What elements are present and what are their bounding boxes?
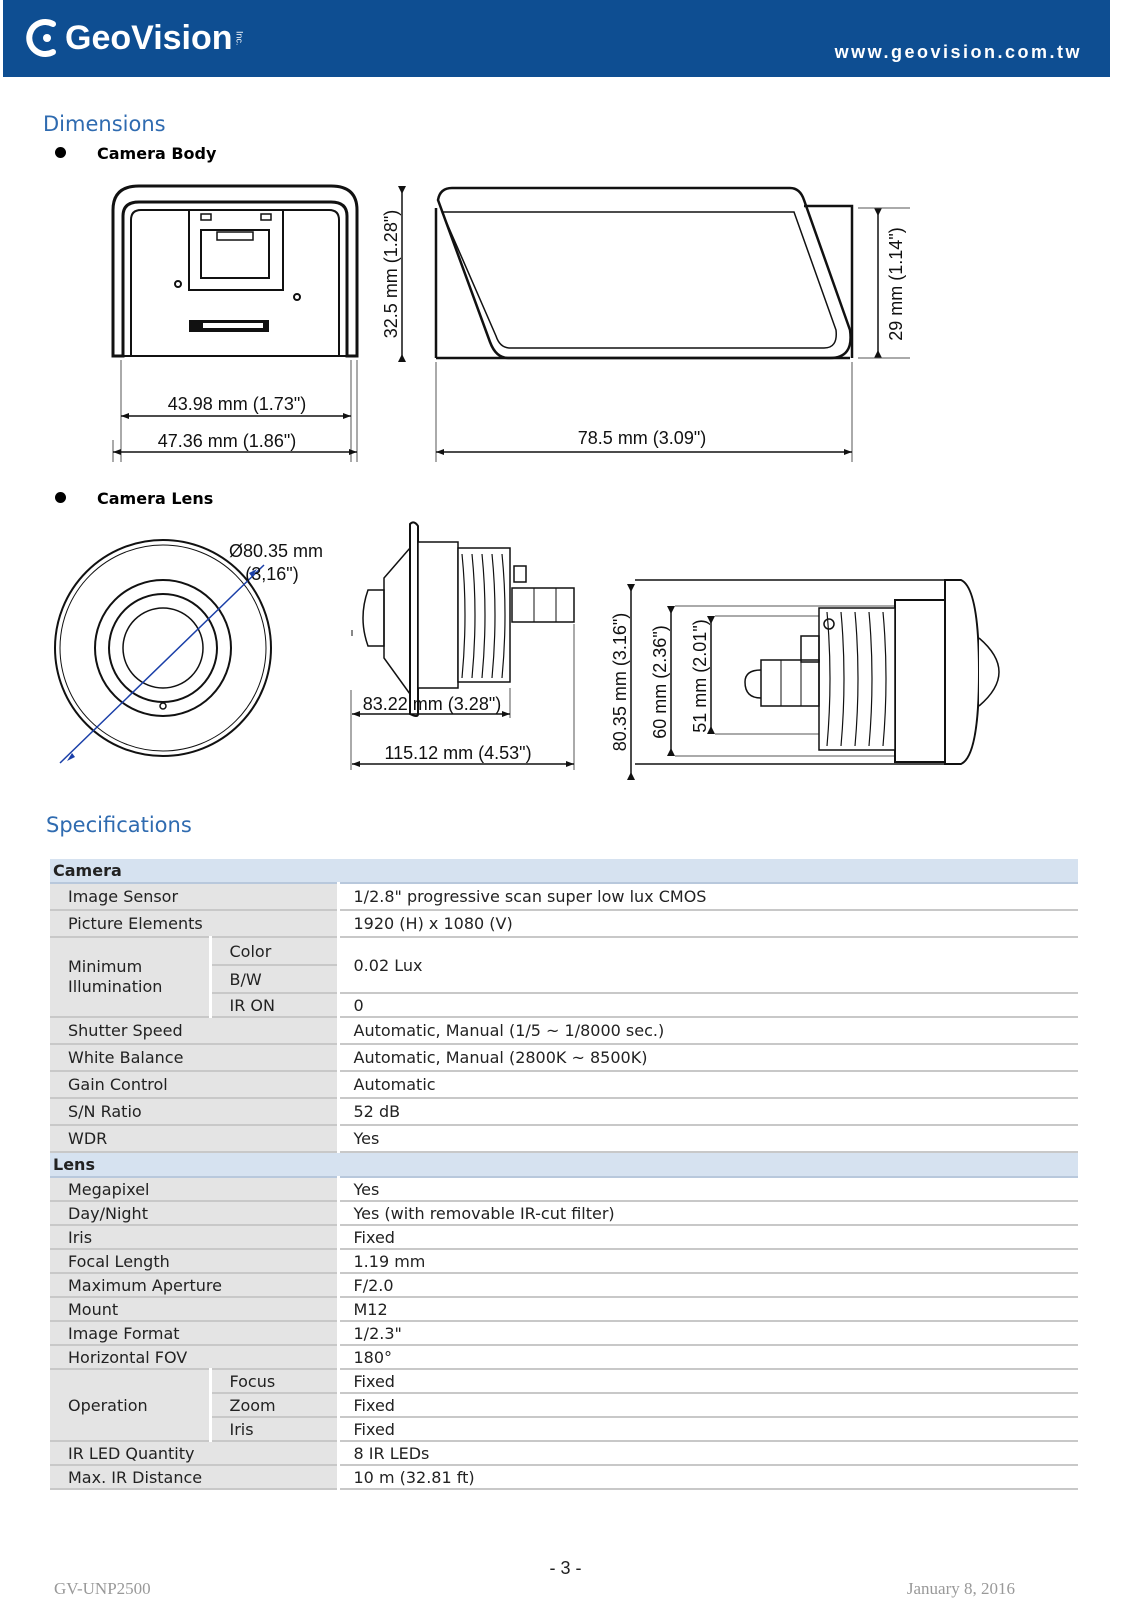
lens-height-1-label: 80.35 mm (3.16") — [610, 612, 630, 752]
spec-value: Automatic, Manual (1/5 ~ 1/8000 sec.) — [338, 1017, 1078, 1044]
camera-category-header: Camera — [50, 859, 1078, 883]
spec-value: Automatic, Manual (2800K ~ 8500K) — [338, 1044, 1078, 1071]
table-row — [50, 1321, 1078, 1345]
spec-sublabel: Color — [210, 937, 338, 965]
brand-inc: Inc. — [234, 30, 245, 46]
spec-label: Picture Elements — [50, 910, 338, 937]
table-row — [50, 1249, 1078, 1273]
table-row — [50, 1201, 1078, 1225]
spec-label: Image Format — [50, 1321, 338, 1345]
spec-value: 52 dB — [338, 1098, 1078, 1125]
lens-category-header: Lens — [50, 1152, 1078, 1177]
spec-label: Megapixel — [50, 1177, 338, 1201]
spec-label: Focal Length — [50, 1249, 338, 1273]
spec-label: IR LED Quantity — [50, 1441, 338, 1465]
spec-value: 1920 (H) x 1080 (V) — [338, 910, 1078, 937]
table-row — [50, 1345, 1078, 1369]
spec-label: Image Sensor — [50, 883, 338, 910]
table-row — [50, 1017, 1078, 1044]
camera-lens-label: Camera Lens — [97, 489, 214, 508]
table-row — [50, 1044, 1078, 1071]
camera-lens-front-drawing — [50, 525, 340, 787]
spec-value: F/2.0 — [338, 1273, 1078, 1297]
spec-label: Maximum Aperture — [50, 1273, 338, 1297]
bullet-dot — [55, 492, 66, 503]
camera-lens-top-drawing — [605, 578, 1025, 788]
spec-label: White Balance — [50, 1044, 338, 1071]
page-header — [3, 0, 1110, 77]
body-length-label: 78.5 mm (3.09") — [577, 428, 707, 448]
camera-body-label: Camera Body — [97, 144, 217, 163]
spec-label: Horizontal FOV — [50, 1345, 338, 1369]
spec-label: Mount — [50, 1297, 338, 1321]
lens-length-long-label: 115.12 mm (4.53") — [384, 743, 532, 763]
body-inner-width-label: 43.98 mm (1.73") — [167, 394, 307, 414]
brand-name: GeoVision — [65, 18, 233, 57]
document-date: January 8, 2016 — [906, 1579, 1015, 1598]
spec-sublabel: Iris — [210, 1417, 338, 1441]
dimensions-title: Dimensions — [43, 112, 166, 136]
spec-value: 1/2.8" progressive scan super low lux CMOS — [338, 883, 1078, 910]
spec-label: Illumination — [68, 977, 163, 996]
spec-label: S/N Ratio — [50, 1098, 338, 1125]
table-row — [50, 1465, 1078, 1489]
table-row — [50, 1225, 1078, 1249]
spec-label: Iris — [50, 1225, 338, 1249]
bullet-dot — [55, 147, 66, 158]
table-row — [50, 1071, 1078, 1098]
spec-value: Yes (with removable IR-cut filter) — [338, 1201, 1078, 1225]
table-row — [50, 1441, 1078, 1465]
table-row — [50, 1098, 1078, 1125]
spec-value: Yes — [338, 1125, 1078, 1152]
geovision-logo — [23, 12, 245, 64]
spec-value: 8 IR LEDs — [338, 1441, 1078, 1465]
spec-value: Fixed — [338, 1225, 1078, 1249]
table-row — [50, 1369, 1078, 1393]
table-row — [50, 883, 1078, 910]
spec-value: 10 m (32.81 ft) — [338, 1465, 1078, 1489]
spec-label: Operation — [50, 1369, 210, 1441]
spec-value: Fixed — [338, 1417, 1078, 1441]
lens-height-2-label: 60 mm (2.36") — [650, 625, 670, 739]
body-outer-width-label: 47.36 mm (1.86") — [157, 431, 297, 451]
model-number: GV-UNP2500 — [54, 1579, 151, 1598]
camera-lens-side-drawing — [350, 518, 585, 788]
spec-value: 0.02 Lux — [338, 937, 1078, 993]
table-row — [50, 1177, 1078, 1201]
spec-sublabel: Focus — [210, 1369, 338, 1393]
table-row — [50, 1273, 1078, 1297]
table-row — [50, 910, 1078, 937]
spec-value: Yes — [338, 1177, 1078, 1201]
page-number: - 3 - — [549, 1558, 582, 1578]
spec-label: Max. IR Distance — [50, 1465, 338, 1489]
lens-length-short-label: 83.22 mm (3.28") — [362, 694, 502, 714]
spec-label: Day/Night — [50, 1201, 338, 1225]
body-height-left-label: 32.5 mm (1.28") — [381, 209, 401, 339]
specifications-title: Specifications — [46, 813, 192, 837]
spec-value: 1/2.3" — [338, 1321, 1078, 1345]
spec-sublabel: IR ON — [210, 993, 338, 1017]
table-row — [50, 1297, 1078, 1321]
lens-diameter-inch-label: (3,16") — [245, 564, 299, 584]
geovision-swirl-icon — [23, 18, 59, 58]
spec-label: Gain Control — [50, 1071, 338, 1098]
spec-value: M12 — [338, 1297, 1078, 1321]
table-row — [50, 1125, 1078, 1152]
lens-diameter-label: Ø80.35 mm — [228, 541, 324, 561]
min-illumination-label — [50, 937, 210, 1017]
specifications-table — [50, 859, 1078, 1490]
table-row — [50, 937, 1078, 965]
spec-value: Fixed — [338, 1369, 1078, 1393]
spec-value: Fixed — [338, 1393, 1078, 1417]
body-height-right-label: 29 mm (1.14") — [886, 227, 906, 341]
spec-label: Shutter Speed — [50, 1017, 338, 1044]
spec-value: 1.19 mm — [338, 1249, 1078, 1273]
spec-value: 180° — [338, 1345, 1078, 1369]
lens-height-3-label: 51 mm (2.01") — [690, 619, 710, 733]
spec-value: Automatic — [338, 1071, 1078, 1098]
spec-label: WDR — [50, 1125, 338, 1152]
spec-label: Minimum — [68, 957, 143, 976]
camera-body-front-drawing — [105, 180, 367, 462]
spec-sublabel: B/W — [210, 965, 338, 993]
website-url[interactable]: www.geovision.com.tw — [834, 42, 1082, 62]
camera-body-side-drawing — [378, 180, 923, 462]
spec-value: 0 — [338, 993, 1078, 1017]
spec-sublabel: Zoom — [210, 1393, 338, 1417]
